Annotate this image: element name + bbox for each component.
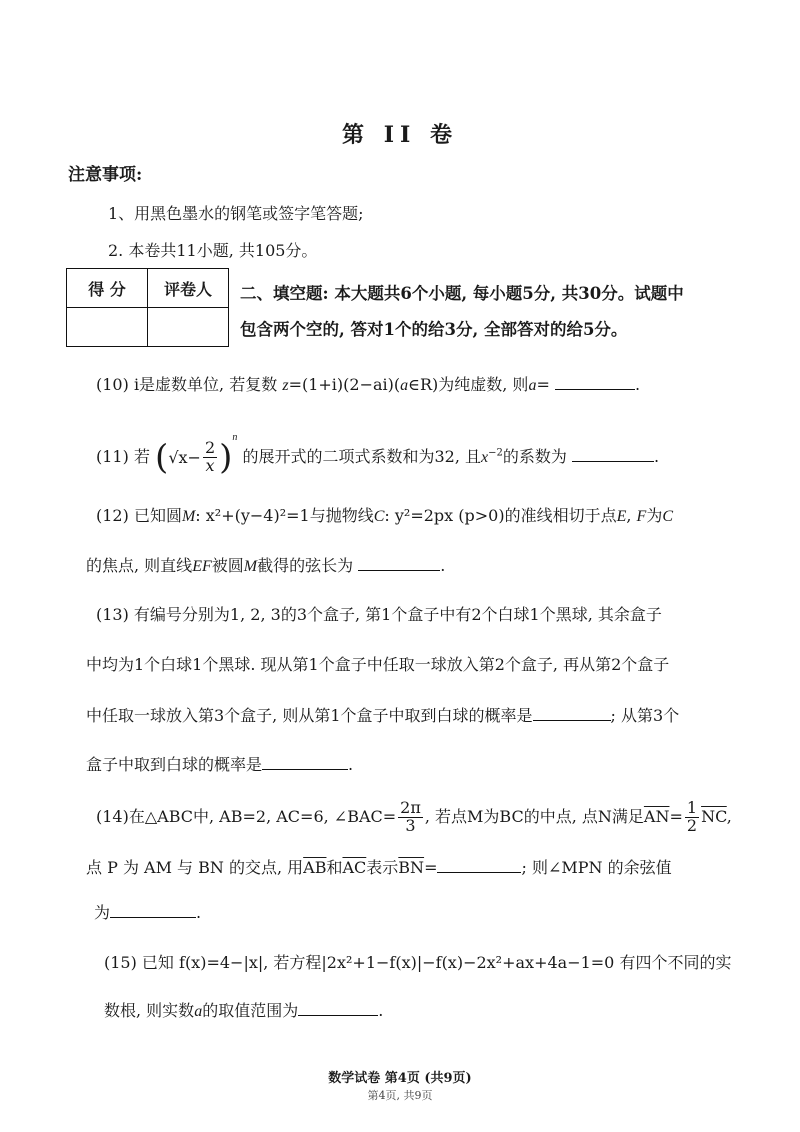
q13-end: . bbox=[348, 755, 354, 774]
question-15-line1: (15) 已知 f(x)=4−|x|, 若方程|2x²+1−f(x)|−f(x)−2x²+ax+4a−1=0 有四个不同的实 bbox=[104, 953, 732, 972]
q15-a: a bbox=[194, 1003, 203, 1020]
q14-frac1-den: 3 bbox=[405, 815, 416, 835]
question-11 bbox=[96, 432, 660, 478]
q12-C2: C bbox=[662, 508, 673, 525]
right-paren: ) bbox=[219, 437, 233, 478]
q10-answer-blank[interactable] bbox=[555, 373, 635, 390]
question-13-line2: 中均为1个白球1个黑球. 现从第1个盒子中任取一球放入第2个盒子, 再从第2个盒子 bbox=[86, 655, 670, 674]
q14-vec-AB: $\overline{AB}$ bbox=[303, 858, 327, 877]
q14-line2-tail: ; 则∠MPN 的余弦值 bbox=[521, 858, 672, 877]
q10-text: i是虚数单位, 若复数 bbox=[133, 375, 278, 394]
q12-M: M bbox=[181, 508, 196, 525]
score-header: 得 分 bbox=[67, 269, 148, 308]
question-12-line1 bbox=[96, 503, 673, 526]
q11-text-b: 的展开式的二项式系数和为32, 且 bbox=[242, 447, 482, 466]
q14-vec-NC: $\overline{NC}$ bbox=[701, 806, 727, 826]
q12-text-e: 为 bbox=[646, 506, 663, 525]
question-14-line2 bbox=[86, 855, 672, 878]
q14-fraction-2 bbox=[685, 800, 699, 835]
q13-line4-text: 盒子中取到白球的概率是 bbox=[86, 755, 263, 774]
question-14-line1 bbox=[96, 800, 732, 835]
q12-text-a: 已知圆 bbox=[133, 506, 182, 525]
q12-M2: M bbox=[243, 558, 258, 575]
q14-line3-text: 为 bbox=[94, 903, 111, 922]
section-instructions-line2: 包含两个空的, 答对1个的给3分, 全部答对的给5分。 bbox=[240, 320, 628, 339]
q14-frac1-num: 2π bbox=[400, 798, 421, 817]
q14-line2-eq: = bbox=[424, 858, 438, 877]
q12-text-c: : y²=2px (p>0)的准线相切于点 bbox=[384, 506, 617, 525]
q10-expr: =(1+i)(2−ai)( bbox=[288, 375, 401, 394]
q14-line2-text-b: 表示 bbox=[366, 858, 399, 877]
q15-line2-text: 数根, 则实数 bbox=[104, 1001, 195, 1020]
q10-z: z bbox=[282, 377, 289, 394]
q11-frac-den: x bbox=[205, 456, 215, 475]
question-12-line2 bbox=[86, 553, 445, 576]
q14-line1-text: (14)在△ABC中, AB=2, AC=6, ∠BAC= bbox=[96, 806, 397, 826]
q11-text-c: 的系数为 bbox=[502, 447, 567, 466]
grader-cell[interactable] bbox=[148, 308, 229, 347]
q10-number: (10) bbox=[96, 375, 129, 394]
q13-answer-blank-2[interactable] bbox=[262, 753, 348, 770]
q14-answer-blank-2[interactable] bbox=[110, 901, 196, 918]
q12-text-d: , bbox=[626, 506, 637, 525]
q14-vec-AC: $\overline{AC}$ bbox=[342, 858, 367, 877]
q13-answer-blank-1[interactable] bbox=[533, 704, 611, 721]
question-13-line4 bbox=[86, 752, 353, 775]
q10-a: a bbox=[400, 377, 409, 394]
q15-line2-text-b: 的取值范围为 bbox=[202, 1001, 299, 1020]
q11-x-exp: −2 bbox=[488, 447, 503, 459]
q12-F: F bbox=[636, 508, 647, 525]
q14-eq: = bbox=[669, 806, 683, 826]
q11-number: (11) bbox=[96, 447, 129, 466]
question-15-line2 bbox=[104, 998, 383, 1021]
q14-answer-blank-1[interactable] bbox=[437, 856, 521, 873]
q12-C: C bbox=[373, 508, 385, 525]
q14-comma: , bbox=[726, 806, 732, 826]
q10-eq: = bbox=[536, 375, 550, 394]
score-table bbox=[66, 268, 229, 347]
q11-fraction bbox=[203, 440, 217, 475]
question-10 bbox=[96, 372, 640, 395]
notice-item-1: 1、用黑色墨水的钢笔或签字笔答题; bbox=[108, 204, 364, 223]
q14-frac2-num: 1 bbox=[686, 798, 698, 817]
q12-text-b: : x²+(y−4)²=1与抛物线 bbox=[195, 506, 374, 525]
q12-answer-blank[interactable] bbox=[358, 554, 440, 571]
q11-sqrt-x: √x bbox=[168, 448, 188, 467]
question-14-line3 bbox=[94, 900, 201, 923]
q14-vec-BN: $\overline{BN}$ bbox=[398, 858, 425, 877]
q11-text: 若 bbox=[133, 447, 150, 466]
q10-text-c: ∈R)为纯虚数, 则 bbox=[408, 375, 529, 394]
question-13-line1: (13) 有编号分别为1, 2, 3的3个盒子, 第1个盒子中有2个白球1个黑球, 其余盒子 bbox=[96, 605, 662, 624]
q12-end: . bbox=[440, 556, 446, 575]
page-title: 第 II 卷 bbox=[342, 122, 458, 148]
q14-fraction-1 bbox=[398, 800, 423, 835]
page-footer-sub: 第4页, 共9页 bbox=[367, 1089, 433, 1102]
q13-line3-text: 中任取一球放入第3个盒子, 则从第1个盒子中取到白球的概率是 bbox=[86, 706, 533, 725]
grader-header: 评卷人 bbox=[148, 269, 229, 308]
left-paren: ( bbox=[155, 437, 169, 478]
q14-line1-text-b: , 若点M为BC的中点, 点N满足 bbox=[424, 806, 644, 826]
q12-EF: EF bbox=[192, 558, 212, 575]
q11-minus: − bbox=[187, 448, 201, 467]
q10-end: . bbox=[634, 375, 641, 394]
notice-heading: 注意事项: bbox=[68, 165, 143, 185]
q11-x: x bbox=[481, 449, 489, 466]
q12-text-line2c: 截得的弦长为 bbox=[257, 556, 354, 575]
q12-number: (12) bbox=[96, 506, 129, 525]
q10-a2: a bbox=[528, 377, 537, 394]
q14-frac2-den: 2 bbox=[686, 815, 698, 835]
q14-and: 和 bbox=[326, 858, 343, 877]
q11-frac-num: 2 bbox=[204, 438, 216, 458]
q11-exponent: n bbox=[232, 432, 238, 443]
q11-end: . bbox=[654, 447, 660, 466]
q14-line2-text: 点 P 为 AM 与 BN 的交点, 用 bbox=[86, 858, 304, 877]
section-instructions-line1: 二、填空题: 本大题共6个小题, 每小题5分, 共30分。试题中 bbox=[240, 284, 684, 303]
page-footer: 数学试卷 第4页 (共9页) bbox=[328, 1071, 472, 1086]
q12-text-line2a: 的焦点, 则直线 bbox=[86, 556, 193, 575]
notice-item-2: 2. 本卷共11小题, 共105分。 bbox=[108, 241, 318, 260]
q12-E: E bbox=[616, 508, 627, 525]
q15-end: . bbox=[378, 1001, 384, 1020]
q14-end: . bbox=[196, 903, 202, 922]
question-13-line3 bbox=[86, 703, 679, 726]
q13-line3-tail: ; 从第3个 bbox=[610, 706, 680, 725]
q15-answer-blank[interactable] bbox=[298, 999, 378, 1016]
score-cell[interactable] bbox=[67, 308, 148, 347]
q14-vec-AN: $\overline{AN}$ bbox=[643, 806, 670, 826]
q12-text-line2b: 被圆 bbox=[211, 556, 244, 575]
q11-answer-blank[interactable] bbox=[572, 445, 654, 462]
